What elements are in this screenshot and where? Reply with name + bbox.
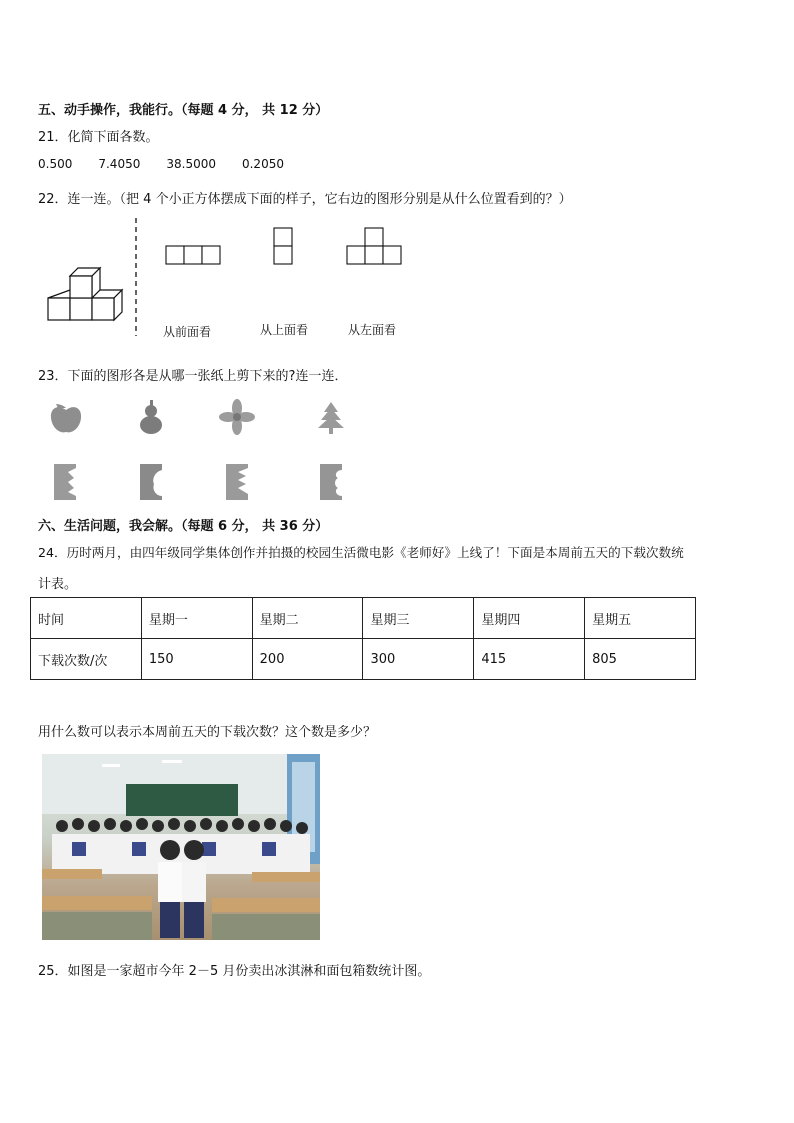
- apple-shape-icon: [51, 404, 81, 432]
- q21-number: 38.5000: [166, 157, 216, 171]
- table-cell: 200: [252, 639, 363, 680]
- question-25: 25．如图是一家超市今年 2－5 月份卖出冰淇淋和面包箱数统计图。: [38, 964, 431, 979]
- q21-number: 7.4050: [98, 157, 141, 171]
- q23-shapes: [40, 398, 370, 508]
- q21-numbers: [38, 157, 310, 172]
- table-cell: 415: [474, 639, 585, 680]
- table-cell: 300: [363, 639, 474, 680]
- question-22: 22．连一连。（把 4 个小正方体摆成下面的样子，它右边的图形分别是从什么位置看到的？）: [38, 192, 572, 207]
- table-row: [31, 598, 696, 639]
- table-cell: 150: [141, 639, 252, 680]
- classroom-photo: [42, 754, 320, 940]
- cut-paper-3: [226, 464, 248, 500]
- gourd-shape-icon: [140, 400, 162, 434]
- cut-paper-2: [140, 464, 162, 500]
- cube-stack-figure: [48, 268, 122, 320]
- view-label-front: 从前面看: [163, 325, 212, 339]
- flower-shape-icon: [219, 399, 255, 435]
- q21-number: 0.500: [38, 157, 73, 171]
- table-cell: 805: [585, 639, 696, 680]
- question-21: 21．化简下面各数。: [38, 130, 159, 145]
- table-row: [31, 639, 696, 680]
- tree-shape-icon: [318, 402, 344, 434]
- cut-paper-1: [54, 464, 76, 500]
- view-label-top: 从上面看: [260, 323, 309, 337]
- table-header-cell: 时间: [31, 598, 142, 639]
- table-header-cell: 星期一: [141, 598, 252, 639]
- question-24-prompt: 用什么数可以表示本周前五天的下载次数？这个数是多少？: [38, 725, 377, 740]
- top-view-figure: [274, 228, 292, 264]
- table-header-cell: 星期五: [585, 598, 696, 639]
- q21-number: 0.2050: [241, 157, 284, 171]
- download-count-table: [30, 597, 696, 680]
- question-24-line-2: 计表。: [38, 577, 78, 592]
- table-header-cell: 星期三: [363, 598, 474, 639]
- table-header-cell: 星期二: [252, 598, 363, 639]
- cut-paper-4: [320, 464, 342, 500]
- left-view-figure: [347, 228, 401, 264]
- section-6-title: 六、生活问题，我会解。（每题 6 分， 共 36 分）: [38, 519, 329, 534]
- front-view-figure: [166, 246, 220, 264]
- view-label-left: 从左面看: [348, 323, 397, 337]
- section-5-title: 五、动手操作，我能行。（每题 4 分， 共 12 分）: [38, 103, 329, 118]
- classroom-illustration: [42, 754, 320, 940]
- question-23: 23．下面的图形各是从哪一张纸上剪下来的?连一连．: [38, 369, 348, 384]
- table-header-cell: 星期四: [474, 598, 585, 639]
- question-24-line-1: 24．历时两月，由四年级同学集体创作并拍摄的校园生活微电影《老师好》上线了！下面是本周前五天的下载次数统: [38, 545, 684, 560]
- table-cell: 下载次数/次: [31, 639, 142, 680]
